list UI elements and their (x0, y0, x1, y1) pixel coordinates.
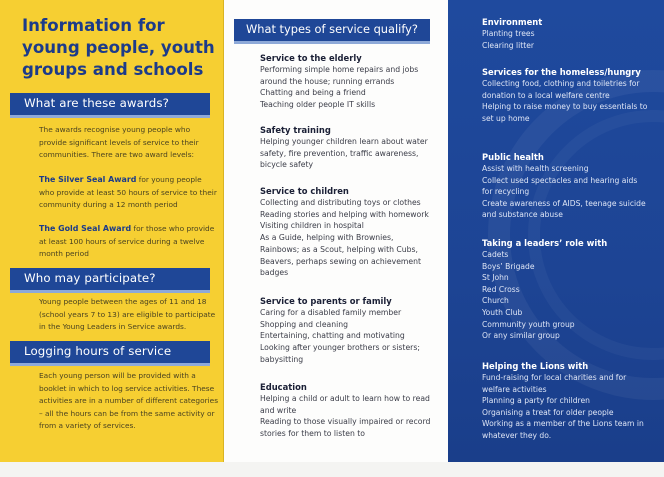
service-section-elderly (260, 52, 446, 111)
section-line: safety, fire prevention, traffic awareness, (260, 148, 419, 158)
section-line: for recycling (482, 187, 530, 197)
gold-award-paragraph (39, 223, 219, 261)
section-title: Service to the elderly (260, 53, 362, 63)
section-line: around the house; running errands (260, 76, 395, 86)
section-title: Public health (482, 152, 544, 162)
section-title: Taking a leaders’ role with (482, 238, 608, 248)
section-line: Reading to those visually impaired or record (260, 417, 431, 427)
section-line: Collecting food, clothing and toiletries for (482, 79, 640, 88)
section-line: Teaching older people IT skills (260, 100, 376, 110)
section-line: Collect used spectacles and hearing aids (482, 175, 638, 185)
section-line: Fund-raising for local charities and for (482, 373, 627, 382)
section-line: Working as a member of the Lions team in (482, 419, 644, 429)
logging-heading: Logging hours of service (10, 341, 210, 363)
section-title: Education (260, 382, 307, 392)
service-section-children (260, 185, 446, 279)
section-line: bicycle safety (260, 160, 314, 170)
section-line: As a Guide, helping with Brownies, (260, 233, 394, 243)
service-section-safety (260, 124, 446, 171)
section-line: Planting trees (482, 29, 535, 38)
logging-text: Each young person will be provided with a booklet in which to log service activities. These activities are in a number of different categories – all the hours can be from the same activity or from a variety of services. (39, 371, 219, 430)
section-line: Or any similar group (482, 331, 560, 341)
gold-award-name: The Gold Seal Award (39, 224, 132, 233)
section-title: Environment (482, 17, 543, 27)
section-line: Beavers, perhaps sewing on achievement (260, 256, 422, 266)
section-line: set up home (482, 113, 530, 123)
section-line: welfare activities (482, 384, 547, 394)
section-line: Helping younger children learn about water (260, 137, 428, 146)
silver-award-text: for young people who provide at least 50 hours of service to their community during a 12 month period (39, 175, 217, 209)
section-line: Church (482, 296, 509, 306)
service-types-heading: What types of service qualify? (234, 19, 430, 41)
service-section-environment (482, 16, 662, 51)
section-title: Safety training (260, 125, 331, 135)
section-line: badges (260, 268, 289, 278)
section-line: Helping a child or adult to learn how to read (260, 394, 430, 403)
section-line: and substance abuse (482, 210, 563, 220)
awards-heading: What are these awards? (10, 93, 210, 115)
section-title: Service to children (260, 186, 349, 196)
section-line: Visiting children in hospital (260, 221, 364, 231)
page-title: Information for young people, youth groups and schools (22, 16, 215, 79)
section-line: stories for them to listen to (260, 429, 365, 439)
right-panel (448, 0, 664, 462)
section-line: Planning a party for children (482, 396, 590, 406)
section-line: Organising a treat for older people (482, 407, 614, 417)
section-line: babysitting (260, 354, 304, 364)
section-title: Helping the Lions with (482, 361, 589, 371)
silver-award-name: The Silver Seal Award (39, 175, 137, 184)
section-line: whatever they do. (482, 430, 552, 440)
participate-heading: Who may participate? (10, 268, 210, 290)
section-title: Service to parents or family (260, 296, 392, 306)
section-line: Rainbows; as a Scout, helping with Cubs, (260, 244, 418, 254)
section-line: Assist with health screening (482, 164, 589, 173)
section-line: Caring for a disabled family member (260, 308, 402, 317)
section-title: Services for the homeless/hungry (482, 67, 641, 77)
section-line: Helping to raise money to buy essentials to (482, 102, 648, 112)
section-line: Collecting and distributing toys or clothes (260, 198, 421, 207)
silver-award-paragraph (39, 174, 219, 212)
gold-award-text: for those who provide at least 100 hours of service during a twelve month period (39, 224, 215, 258)
section-line: and write (260, 405, 297, 415)
section-line: Create awareness of AIDS, teenage suicide (482, 198, 646, 208)
section-line: St John (482, 273, 509, 283)
service-section-homeless (482, 66, 662, 124)
section-line: Chatting and being a friend (260, 88, 366, 98)
service-section-public-health (482, 151, 662, 221)
service-section-education (260, 381, 446, 440)
service-section-leaders-role (482, 237, 662, 342)
participate-text: Young people between the ages of 11 and 18 (school years 7 to 13) are eligible to participate in the Young Leaders in Service awards. (39, 297, 216, 331)
service-section-family (260, 295, 446, 366)
left-panel (0, 0, 224, 462)
service-section-helping-lions (482, 360, 662, 442)
section-line: Performing simple home repairs and jobs (260, 65, 419, 74)
section-line: Community youth group (482, 319, 575, 329)
section-line: Red Cross (482, 284, 520, 294)
section-line: Youth Club (482, 307, 523, 317)
middle-panel (224, 0, 448, 477)
page-margin (0, 462, 664, 477)
section-line: Looking after younger brothers or sisters; (260, 343, 420, 353)
section-line: Entertaining, chatting and motivating (260, 331, 405, 341)
section-line: Cadets (482, 250, 509, 259)
section-line: Reading stories and helping with homework (260, 209, 429, 219)
section-line: donation to a local welfare centre (482, 90, 610, 100)
awards-intro: The awards recognise young people who provide significant levels of service to their communities. There are two award levels: (39, 125, 199, 159)
section-line: Boys’ Brigade (482, 261, 535, 271)
section-line: Clearing litter (482, 40, 534, 50)
section-line: Shopping and cleaning (260, 319, 349, 329)
